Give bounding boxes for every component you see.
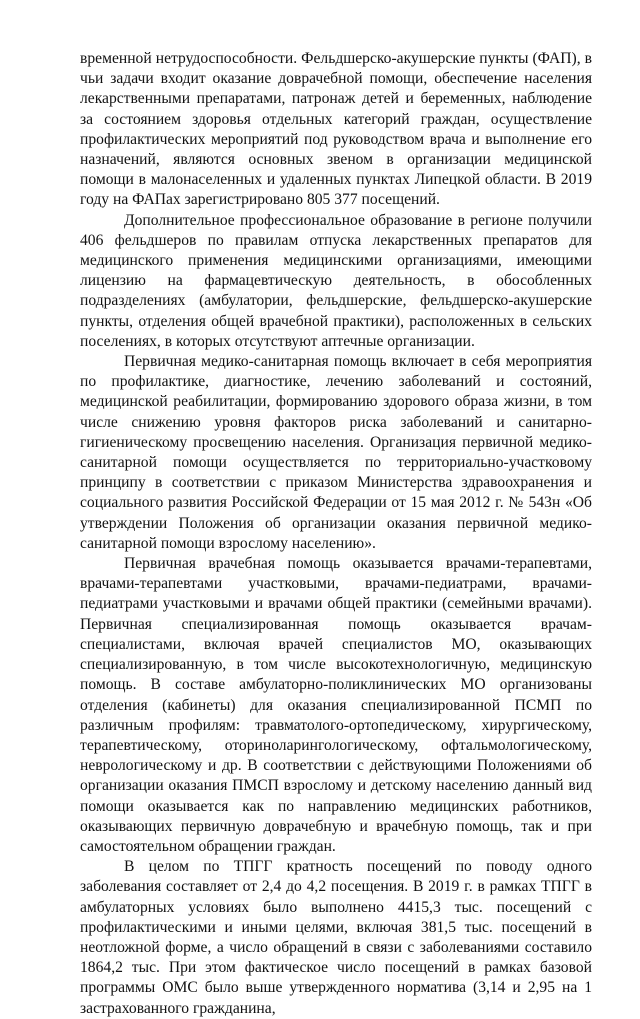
paragraph-4: Первичная врачебная помощь оказывается врачами-терапевтами, врачами-терапевтами участковыми, врачами-педиатрами, врачами-педиатрами участковыми и врачами общей практики (семейными врачами). Первичная специализированная помощь оказывается врачам-специалистами, включая врачей специалистов МО, оказывающих специализированную, в том числе высокотехнологичную, медицинскую помощь. В составе амбулаторно-поликлинических МО организованы отделения (кабинеты) для оказания специализированной ПСМП по различным профилям: травматолого-ортопедическому, хирургическому, терапевтическому, оториноларингологическому, офтальмологическому, неврологическому и др. В соответствии с действующими Положениями об организации оказания ПМСП взрослому и детскому населению данный вид помощи оказывается как по направлению медицинских работников, оказывающих первичную доврачебную и врачебную помощь, так и при самостоятельном обращении граждан. [80,555,592,855]
document-body [80,49,592,1019]
paragraph-2: Дополнительное профессиональное образование в регионе получили 406 фельдшеров по правилам отпуска лекарственных препаратов для медицинского применения медицинскими организациями, имеющими лицензию на фармацевтическую деятельность, в обособленных подразделениях (амбулатории, фельдшерские, фельдшерско-акушерские пункты, отделения общей врачебной практики), расположенных в сельских поселениях, в которых отсутствуют аптечные организации. [80,211,592,350]
paragraph-3: Первичная медико-санитарная помощь включает в себя мероприятия по профилактике, диагностике, лечению заболеваний и состояний, медицинской реабилитации, формированию здорового образа жизни, в том числе снижению уровня факторов риска заболеваний и санитарно-гигиеническому просвещению населения. Организация первичной медико-санитарной помощи осуществляется по территориально-участковому принципу в соответствии с приказом Министерства здравоохранения и социального развития Российской Федерации от 15 мая 2012 г. № 543н «Об утверждении Положения об организации оказания первичной медико-санитарной помощи взрослому населению». [80,353,592,552]
paragraph-1: временной нетрудоспособности. Фельдшерско-акушерские пункты (ФАП), в чьи задачи входит оказание доврачебной помощи, обеспечение населения лекарственными препаратами, патронаж детей и беременных, наблюдение за состоянием здоровья отдельных категорий граждан, осуществление профилактических мероприятий под руководством врача и выполнение его назначений, являются основных звеном в организации медицинской помощи в малонаселенных и удаленных пунктах Липецкой области. В 2019 году на ФАПах зарегистрировано 805 377 посещений. [80,50,592,209]
paragraph-5: В целом по ТПГГ кратность посещений по поводу одного заболевания составляет от 2,4 до 4,2 посещения. В 2019 г. в рамках ТПГГ в амбулаторных условиях было выполнено 4415,3 тыс. посещений с профилактическими и иными целями, включая 381,5 тыс. посещений в неотложной форме, а число обращений в связи с заболеваниями составило 1864,2 тыс. При этом фактическое число посещений в рамках базовой программы ОМС было выше утвержденного норматива (3,14 и 2,95 на 1 застрахованного гражданина, [80,858,592,1017]
